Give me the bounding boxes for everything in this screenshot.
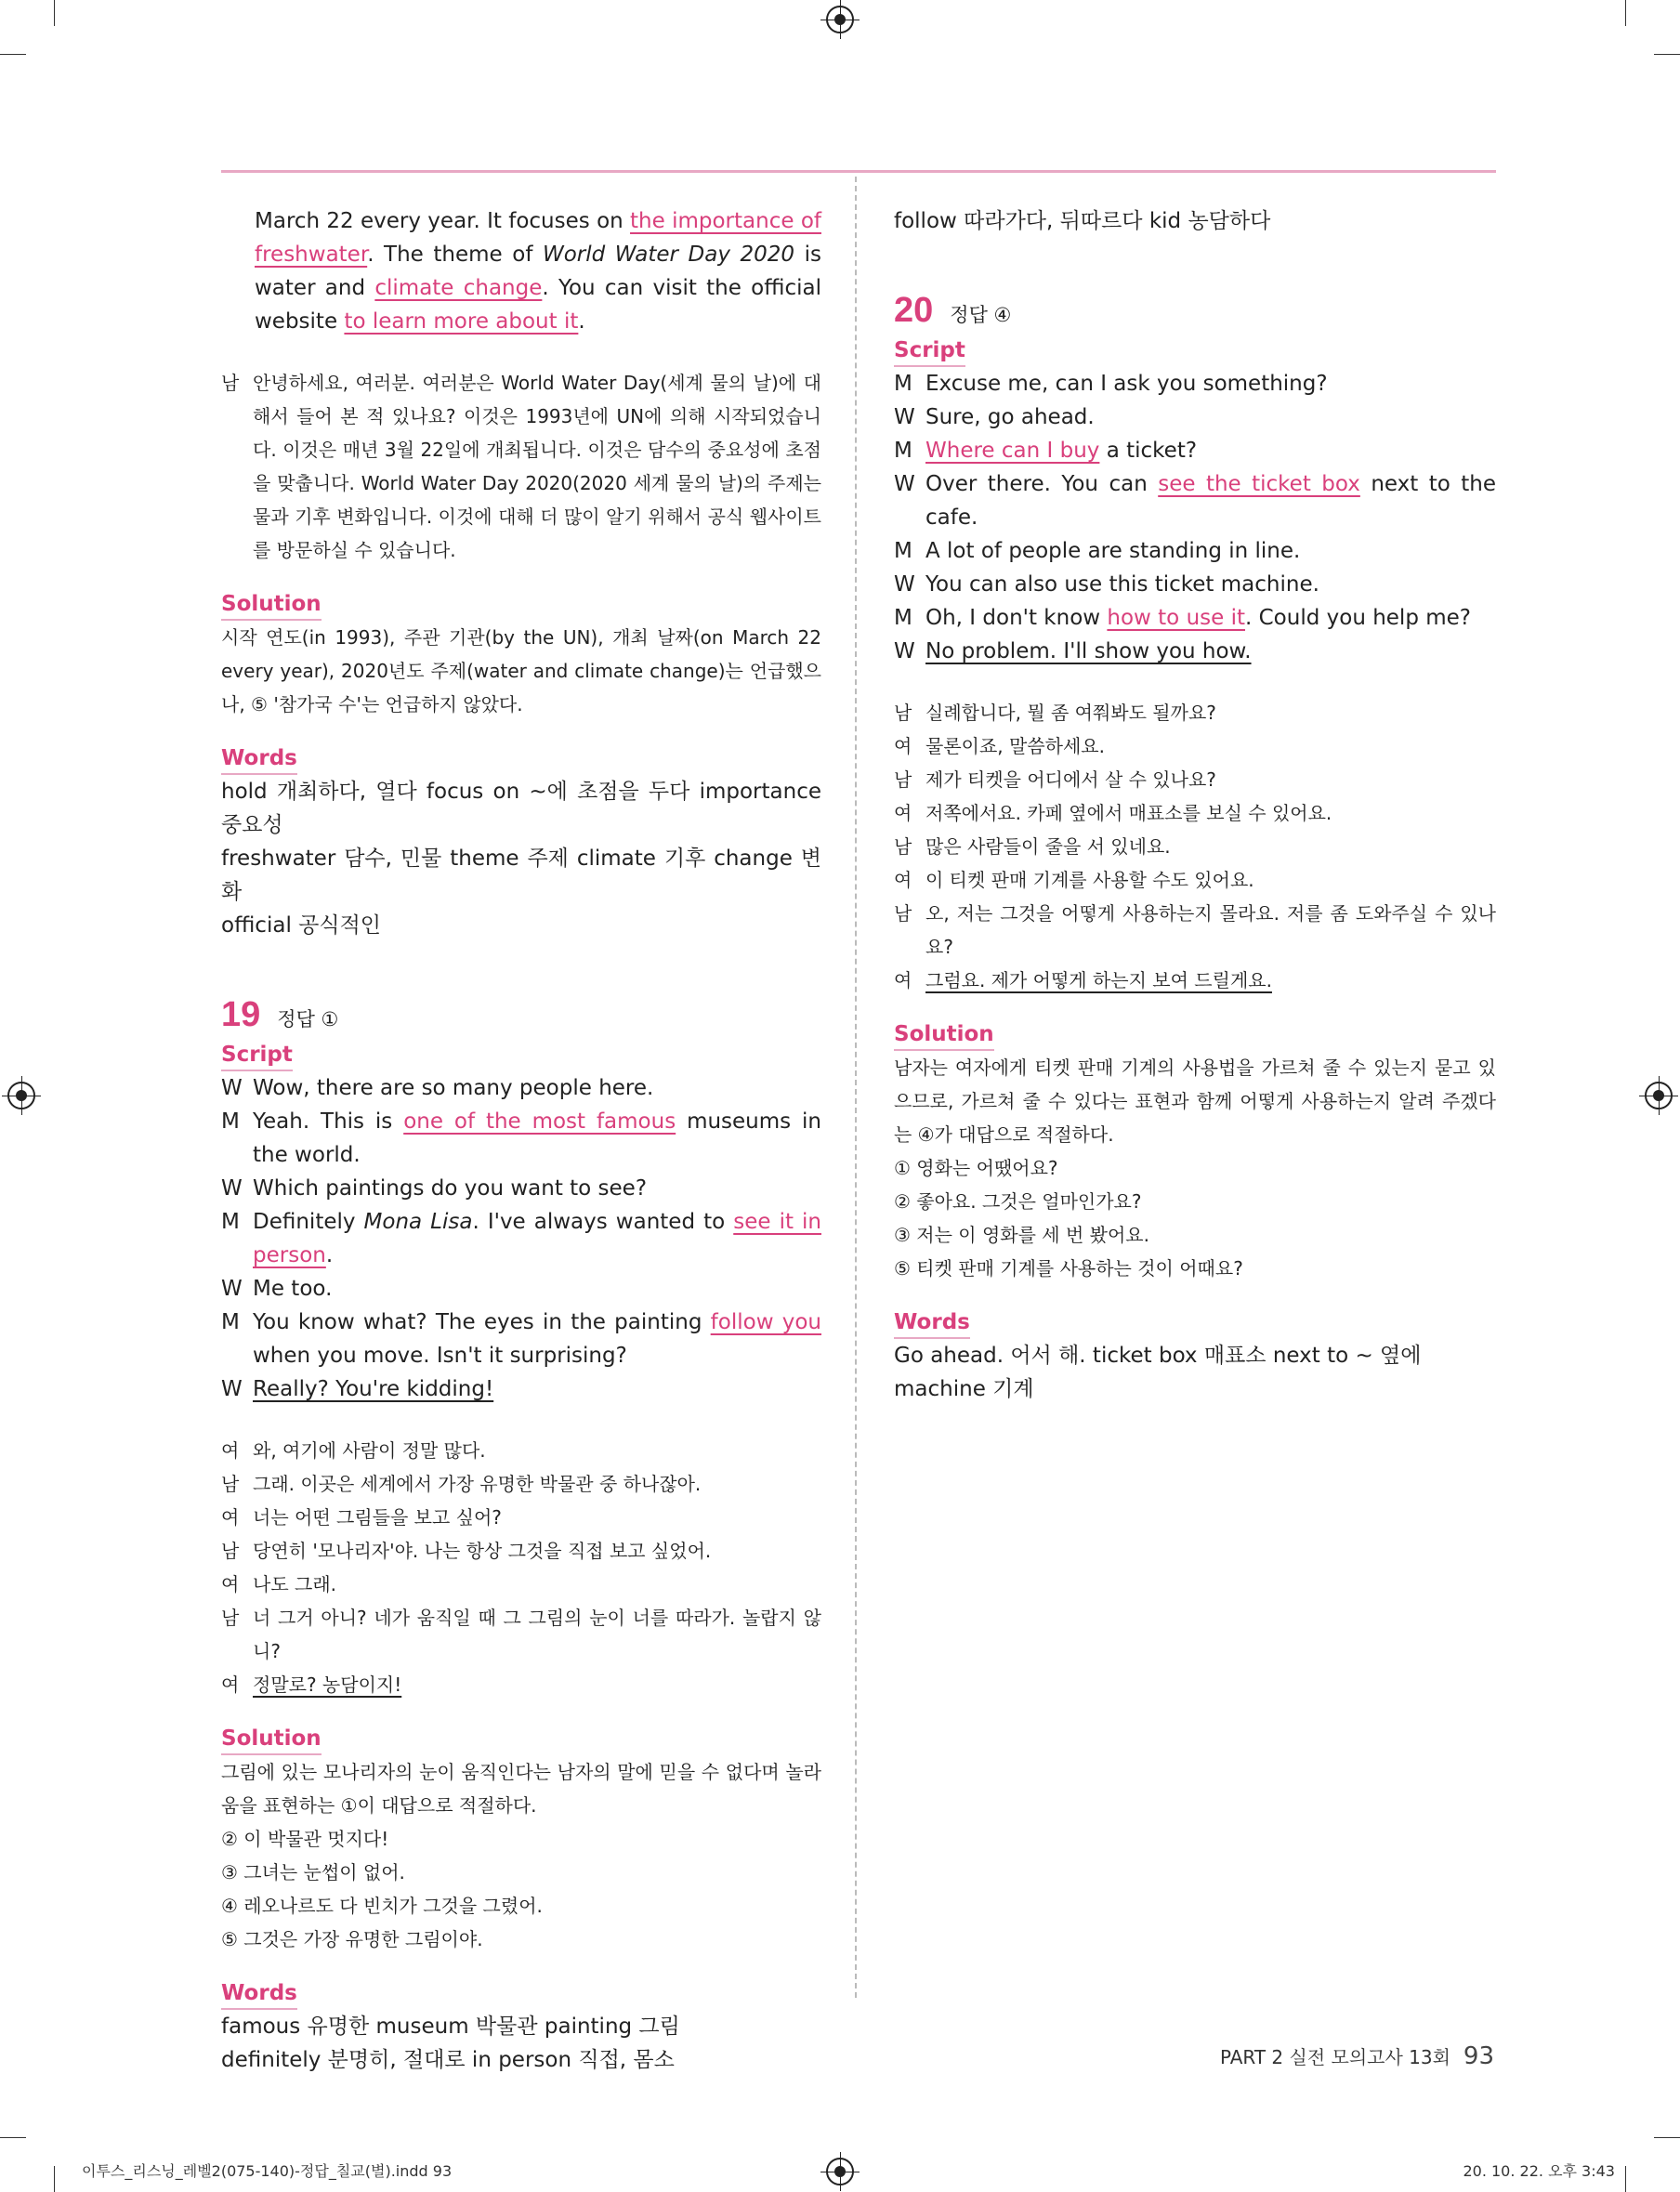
question-number: 19 — [221, 995, 261, 1034]
right-column — [894, 204, 1496, 1406]
part-label: PART 2 실전 모의고사 13회 — [1219, 2046, 1450, 2068]
q18-words-line: hold 개최하다, 열다 focus on ~에 초점을 두다 importance 중요성 — [221, 780, 821, 837]
speaker-label: M — [894, 372, 912, 396]
translation-line — [221, 1568, 821, 1601]
q20-script-label: Script — [894, 335, 965, 367]
script-text — [925, 534, 1496, 568]
script-fragment: . — [325, 1243, 334, 1267]
q20-translation — [894, 696, 1496, 997]
speaker-label: M — [894, 439, 912, 463]
script-fragment: when you move. Isn't it surprising? — [253, 1344, 627, 1368]
speaker-label: 남 — [221, 1607, 240, 1629]
crop-mark — [54, 0, 55, 26]
q19-choices — [221, 1822, 821, 1956]
script-text — [925, 367, 1496, 400]
translation-line — [221, 1501, 821, 1534]
translation-text: 그럼요. 제가 어떻게 하는지 보여 드릴게요. — [925, 969, 1272, 991]
speaker-label: 남 — [894, 702, 912, 724]
script-fragment: You can also use this ticket machine. — [925, 572, 1319, 597]
q20-words-label: Words — [894, 1307, 970, 1339]
q18-words-line: freshwater 담수, 민물 theme 주제 climate 기후 change 변화 — [221, 847, 821, 904]
translation-text: 정말로? 농담이지! — [253, 1674, 402, 1696]
script-line — [894, 400, 1496, 434]
script-fragment: Definitely — [253, 1210, 364, 1234]
script-fragment: Which paintings do you want to see? — [253, 1176, 648, 1201]
script-line — [221, 1306, 821, 1372]
crop-mark — [1654, 2137, 1680, 2138]
script-line — [894, 635, 1496, 668]
q20-solution-label: Solution — [894, 1019, 994, 1051]
script-text — [925, 467, 1496, 534]
q18-words-label: Words — [221, 743, 297, 775]
script-line — [221, 1272, 821, 1306]
speaker-label: 남 — [221, 1473, 240, 1495]
script-fragment: a ticket? — [1099, 439, 1198, 463]
q19-words-line: famous 유명한 museum 박물관 painting 그림 — [221, 2015, 680, 2039]
page-number: 93 — [1463, 2042, 1494, 2070]
q19-translation — [221, 1434, 821, 1701]
crop-mark — [0, 2137, 26, 2138]
translation-text: 너는 어떤 그림들을 보고 싶어? — [253, 1506, 502, 1529]
q20-choices — [894, 1151, 1496, 1285]
translation-text: 당연히 '모나리자'야. 나는 항상 그것을 직접 보고 싶었어. — [253, 1540, 712, 1562]
speaker-label: W — [894, 639, 915, 663]
highlight-phrase: follow you — [710, 1310, 822, 1334]
script-text — [925, 400, 1496, 434]
script-line — [894, 601, 1496, 635]
script-fragment: . Could you help me? — [1245, 606, 1471, 630]
header-rule — [221, 170, 1496, 173]
speaker-label: W — [221, 1076, 243, 1100]
choice-item: ② 좋아요. 그것은 얼마인가요? — [894, 1190, 1142, 1213]
script-text — [925, 434, 1496, 467]
script-line — [894, 367, 1496, 400]
script-line — [221, 1172, 821, 1205]
q18-solution-text: 시작 연도(in 1993), 주관 기관(by the UN), 개최 날짜(on March 22 every year), 2020년도 주제(water and climate change)는 언급했으나, ⑤ '참가국 수'는 언급하지 않았다. — [221, 626, 821, 715]
italic-title: World Water Day 2020 — [542, 243, 795, 267]
q20-heading — [894, 291, 1496, 332]
speaker-label: 남 — [221, 372, 240, 394]
crop-mark — [0, 54, 26, 55]
translation-text: 저쪽에서요. 카페 옆에서 매표소를 보실 수 있어요. — [925, 802, 1332, 824]
translation-text: 많은 사람들이 줄을 서 있네요. — [925, 835, 1171, 858]
highlight-phrase: see the ticket box — [1158, 472, 1360, 496]
q18-script-continuation: March 22 every year. It focuses on the importance of freshwater. The theme of World Water Day 2020 is water and climate change. You can visit the official website to learn more about it. — [255, 209, 821, 334]
registration-mark-icon — [1645, 1082, 1673, 1109]
script-text — [925, 568, 1496, 601]
column-divider — [855, 177, 857, 1998]
answer-sentence: Really? You're kidding! — [253, 1377, 494, 1401]
speaker-label: M — [221, 1210, 240, 1234]
q19-words-line: definitely 분명히, 절대로 in person 직접, 몸소 — [221, 2048, 675, 2072]
translation-text: 실례합니다, 뭘 좀 여쭤봐도 될까요? — [925, 702, 1216, 724]
script-fragment: Sure, go ahead. — [925, 405, 1095, 429]
q18-translation — [221, 366, 821, 567]
script-text — [925, 635, 1496, 668]
speaker-label: W — [894, 405, 915, 429]
script-text — [253, 1172, 821, 1205]
translation-text: 오, 저는 그것을 어떻게 사용하는지 몰라요. 저를 좀 도와주실 수 있나요? — [925, 902, 1496, 958]
script-line — [221, 1205, 821, 1272]
crop-mark — [54, 2166, 55, 2192]
crop-mark — [1625, 2166, 1626, 2192]
script-fragment: Wow, there are so many people here. — [253, 1076, 654, 1100]
script-text — [925, 601, 1496, 635]
script-fragment: Over there. You can — [925, 472, 1159, 496]
q20-words-line: machine 기계 — [894, 1377, 1034, 1401]
translation-line — [221, 1601, 821, 1668]
choice-item: ① 영화는 어땠어요? — [894, 1157, 1058, 1179]
highlight-phrase: the importance of freshwater — [255, 209, 821, 267]
q20-solution-text: 남자는 여자에게 티켓 판매 기계의 사용법을 가르쳐 줄 수 있는지 묻고 있으므로, 가르쳐 줄 수 있다는 표현과 함께 어떻게 사용하는지 알려 주겠다는 ④가 대답으로 적절하다. — [894, 1057, 1496, 1146]
speaker-label: 여 — [894, 735, 912, 757]
speaker-label: 남 — [894, 835, 912, 858]
speaker-label: 여 — [221, 1439, 240, 1462]
script-line — [221, 1105, 821, 1172]
script-text — [253, 1272, 821, 1306]
translation-line — [894, 964, 1496, 997]
translation-line — [894, 830, 1496, 863]
translation-line — [894, 796, 1496, 830]
translation-line — [221, 1668, 821, 1701]
translation-text: 제가 티켓을 어디에서 살 수 있나요? — [925, 768, 1216, 791]
answer-sentence: No problem. I'll show you how. — [925, 639, 1252, 663]
script-fragment: A lot of people are standing in line. — [925, 539, 1301, 563]
left-column — [221, 204, 821, 2077]
q19-words-label: Words — [221, 1978, 297, 2010]
highlight-phrase: how to use it — [1107, 606, 1245, 630]
choice-item: ⑤ 그것은 가장 유명한 그림이야. — [221, 1928, 483, 1950]
q18-solution-label: Solution — [221, 589, 322, 621]
speaker-label: W — [221, 1377, 243, 1401]
speaker-label: M — [221, 1109, 240, 1134]
highlight-phrase: climate change — [374, 276, 543, 300]
translation-line — [221, 1434, 821, 1467]
script-line — [894, 434, 1496, 467]
script-fragment: Mona Lisa — [363, 1210, 473, 1234]
crop-mark — [1625, 0, 1626, 26]
choice-item: ② 이 박물관 멋지다! — [221, 1828, 389, 1850]
registration-mark-icon — [7, 1082, 35, 1109]
translation-line — [894, 729, 1496, 763]
translation-line — [894, 763, 1496, 796]
slug-timestamp: 20. 10. 22. 오후 3:43 — [1463, 2162, 1615, 2180]
highlight-phrase: Where can I buy — [925, 439, 1100, 463]
script-fragment: Excuse me, can I ask you something? — [925, 372, 1328, 396]
script-fragment: You know what? The eyes in the painting — [253, 1310, 711, 1334]
translation-line — [221, 1467, 821, 1501]
speaker-label: M — [894, 539, 912, 563]
speaker-label: W — [221, 1277, 243, 1301]
choice-item: ③ 저는 이 영화를 세 번 봤어요. — [894, 1224, 1149, 1246]
speaker-label: M — [221, 1310, 240, 1334]
speaker-label: W — [894, 572, 915, 597]
q18-words-line: official 공식적인 — [221, 913, 382, 938]
script-line — [894, 534, 1496, 568]
speaker-label: 여 — [221, 1506, 240, 1529]
translation-line — [221, 1534, 821, 1568]
speaker-label: 여 — [894, 869, 912, 891]
speaker-label: W — [894, 472, 915, 496]
q20-script — [894, 367, 1496, 668]
registration-mark-icon — [826, 6, 854, 33]
speaker-label: M — [894, 606, 912, 630]
speaker-label: 여 — [894, 969, 912, 991]
q19-solution-text: 그림에 있는 모나리자의 눈이 움직인다는 남자의 말에 믿을 수 없다며 놀라움을 표현하는 ①이 대답으로 적절하다. — [221, 1761, 821, 1817]
translation-line — [894, 897, 1496, 964]
question-number: 20 — [894, 291, 934, 330]
speaker-label: 여 — [894, 802, 912, 824]
script-fragment: Yeah. This is — [253, 1109, 404, 1134]
q19-solution-label: Solution — [221, 1724, 322, 1755]
speaker-label: 남 — [894, 902, 912, 925]
q19-words-continuation: follow 따라가다, 뒤따르다 kid 농담하다 — [894, 209, 1271, 233]
slug-filename: 이투스_리스닝_레벨2(075-140)-정답_칠교(별).indd 93 — [82, 2162, 453, 2180]
highlight-phrase: see it in person — [253, 1210, 821, 1267]
script-text — [253, 1205, 821, 1272]
translation-text: 안녕하세요, 여러분. 여러분은 World Water Day(세계 물의 날)에 대해서 들어 본 적 있나요? 이것은 1993년에 UN에 의해 시작되었습니다. 이것은 매년 3월 22일에 개최됩니다. 이것은 담수의 중요성에 초점을 맞춥니다. World Water Day 2020(2020 세계 물의 날)의 주제는 물과 기후 변화입니다. 이것에 대해 더 많이 알기 위해서 공식 웹사이트를 방문하실 수 있습니다. — [253, 372, 821, 561]
speaker-label: 남 — [894, 768, 912, 791]
translation-line — [894, 863, 1496, 897]
speaker-label: 남 — [221, 1540, 240, 1562]
script-line — [894, 568, 1496, 601]
script-text — [253, 1306, 821, 1372]
q19-script-label: Script — [221, 1040, 293, 1071]
script-fragment: . I've always wanted to — [472, 1210, 734, 1234]
translation-text: 물론이죠, 말씀하세요. — [925, 735, 1105, 757]
speaker-label: 여 — [221, 1674, 240, 1696]
script-fragment: Oh, I don't know — [925, 606, 1108, 630]
script-text — [253, 1071, 821, 1105]
script-line — [221, 1372, 821, 1406]
q20-words-line: Go ahead. 어서 해. ticket box 매표소 next to ~ 옆에 — [894, 1344, 1422, 1368]
translation-line — [894, 696, 1496, 729]
script-line — [894, 467, 1496, 534]
translation-text: 너 그거 아니? 네가 움직일 때 그 그림의 눈이 너를 따라가. 놀랍지 않니? — [253, 1607, 821, 1662]
q19-heading — [221, 995, 821, 1036]
script-text — [253, 1372, 821, 1406]
q19-script — [221, 1071, 821, 1406]
answer-label: 정답 ① — [277, 1008, 339, 1030]
highlight-phrase: one of the most famous — [403, 1109, 676, 1134]
choice-item: ④ 레오나르도 다 빈치가 그것을 그렸어. — [221, 1895, 543, 1917]
choice-item: ③ 그녀는 눈썹이 없어. — [221, 1861, 405, 1884]
crop-mark — [1654, 54, 1680, 55]
translation-text: 나도 그래. — [253, 1573, 336, 1595]
script-line — [221, 1071, 821, 1105]
registration-mark-icon — [826, 2158, 854, 2185]
script-text — [253, 1105, 821, 1172]
answer-label: 정답 ④ — [950, 304, 1012, 326]
translation-text: 이 티켓 판매 기계를 사용할 수도 있어요. — [925, 869, 1254, 891]
choice-item: ⑤ 티켓 판매 기계를 사용하는 것이 어때요? — [894, 1257, 1243, 1280]
script-fragment: next to the cafe. — [925, 472, 1496, 530]
script-fragment: museums in the world. — [253, 1109, 822, 1167]
highlight-phrase: to learn more about it — [344, 309, 579, 334]
speaker-label: W — [221, 1176, 243, 1201]
translation-text: 그래. 이곳은 세계에서 가장 유명한 박물관 중 하나잖아. — [253, 1473, 702, 1495]
page-footer — [1220, 2042, 1494, 2070]
speaker-label: 여 — [221, 1573, 240, 1595]
translation-text: 와, 여기에 사람이 정말 많다. — [253, 1439, 486, 1462]
script-fragment: Me too. — [253, 1277, 333, 1301]
